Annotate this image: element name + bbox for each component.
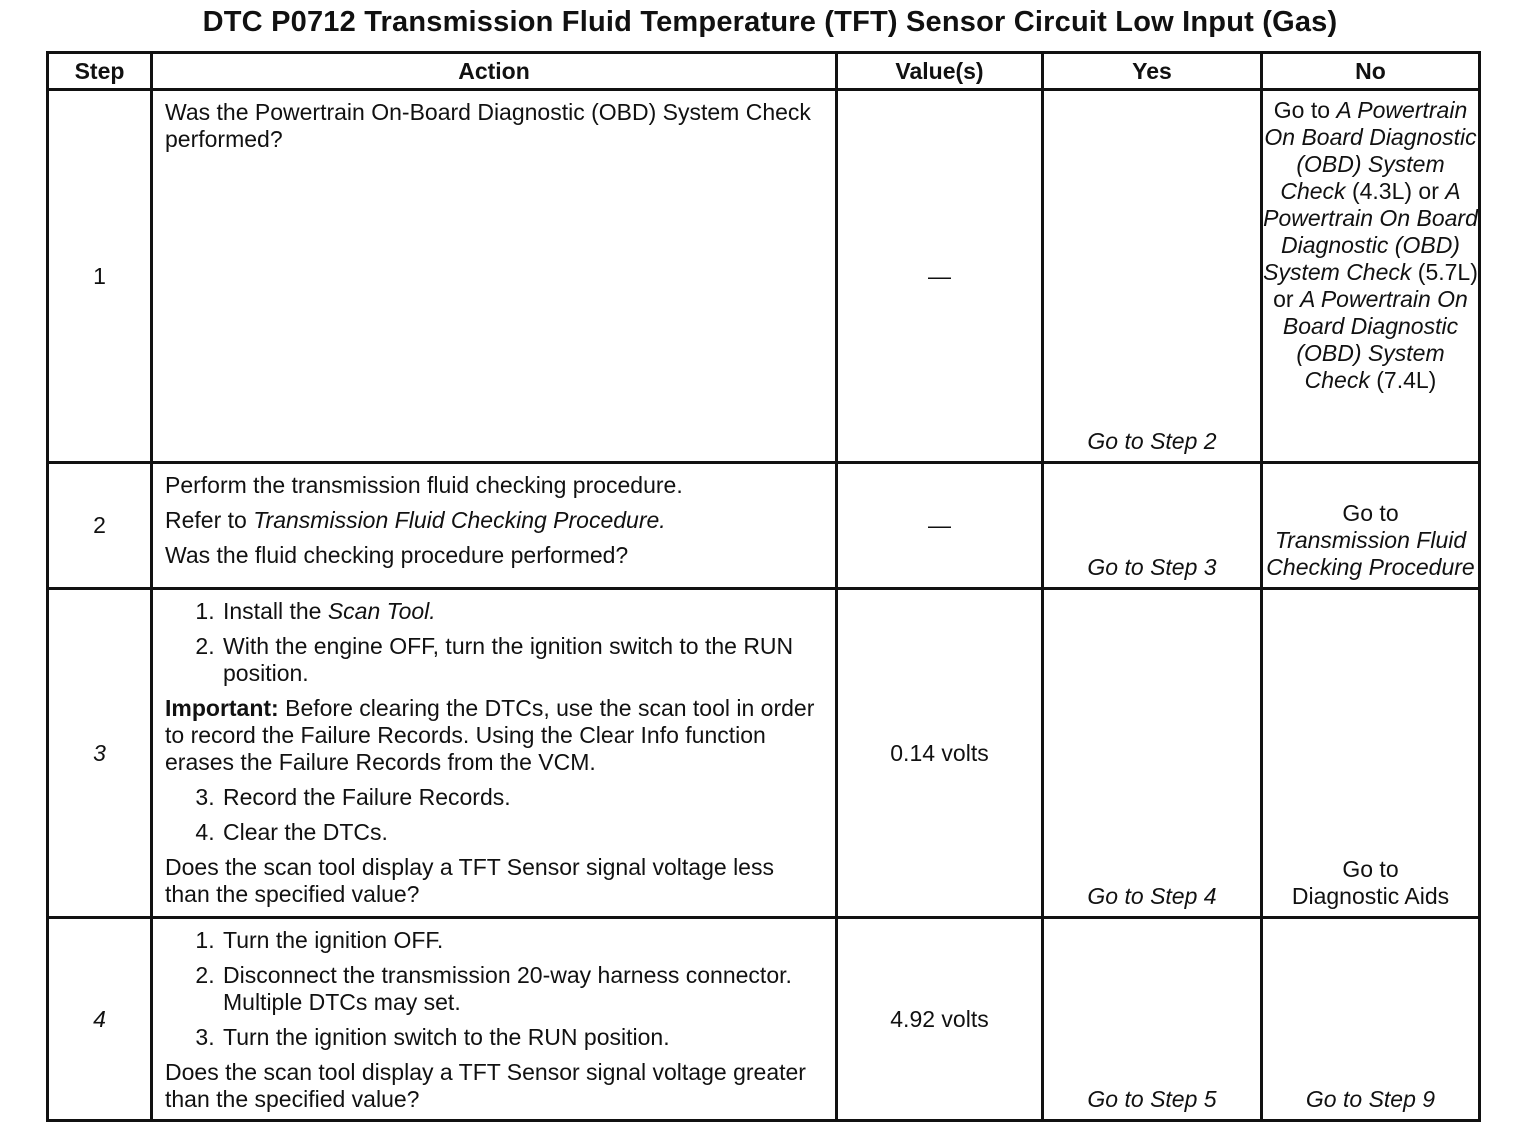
action-step: 2. Disconnect the transmission 20-way harness connector. Multiple DTCs may set. [221, 962, 825, 1016]
action-step: 3. Turn the ignition switch to the RUN position. [221, 1024, 825, 1051]
value-cell [837, 918, 1043, 1121]
yes-link[interactable]: Go to Step 3 [1087, 554, 1217, 580]
no-cell [1262, 90, 1480, 463]
no-cell [1262, 918, 1480, 1121]
no-link-obd-check-7-4l[interactable]: A Powertrain On Board Diagnostic (OBD) System Check [1282, 286, 1468, 393]
important-label: Important: [165, 695, 279, 721]
action-cell [152, 463, 837, 589]
yes-link[interactable]: Go to Step 2 [1087, 428, 1217, 454]
yes-link[interactable]: Go to Step 5 [1087, 1086, 1217, 1112]
yes-cell [1043, 918, 1262, 1121]
no-prefix: Go to [1342, 856, 1399, 882]
action-step: 2. With the engine OFF, turn the ignition switch to the RUN position. [221, 633, 825, 687]
header-step: Step [48, 53, 152, 90]
step-text: Install the [223, 598, 322, 624]
table-header-row [48, 53, 1480, 90]
header-action: Action [152, 53, 837, 90]
action-text: Was the Powertrain On-Board Diagnostic (OBD) System Check performed? [165, 99, 811, 152]
no-cell [1262, 463, 1480, 589]
action-steps [165, 927, 825, 1051]
value-text: 4.92 volts [890, 1005, 989, 1032]
action-cell [152, 918, 837, 1121]
no-link-obd-check-5-7l[interactable]: A Powertrain On Board Diagnostic (OBD) System Check [1263, 178, 1478, 285]
action-steps [165, 598, 825, 687]
action-question: Does the scan tool display a TFT Sensor signal voltage less than the specified value? [165, 854, 774, 907]
no-prefix: Go to [1342, 500, 1399, 526]
action-line [165, 507, 825, 534]
yes-link[interactable]: Go to Step 4 [1087, 883, 1217, 909]
action-step [221, 598, 825, 625]
value-text: 0.14 volts [890, 739, 989, 766]
no-suffix-5-7l: (5.7L) or [1273, 259, 1478, 312]
action-step: 1. Turn the ignition OFF. [221, 927, 825, 954]
action-cell [152, 589, 837, 918]
step-number: 3 [48, 589, 152, 918]
no-prefix: Go to [1273, 97, 1331, 123]
diagnostic-table [46, 51, 1481, 1122]
step-number: 4 [48, 918, 152, 1121]
header-no: No [1262, 53, 1480, 90]
no-link-obd-check-4-3l[interactable]: A Powertrain On Board Diagnostic (OBD) System Check [1264, 97, 1477, 204]
value-cell [837, 90, 1043, 463]
refer-prefix: Refer to [165, 507, 247, 533]
action-steps [165, 784, 825, 846]
yes-cell [1043, 589, 1262, 918]
table-row [48, 589, 1480, 918]
no-link-fluid-procedure[interactable]: Transmission Fluid Checking Procedure [1266, 527, 1475, 580]
action-step: 3. Record the Failure Records. [221, 784, 825, 811]
important-text: Before clearing the DTCs, use the scan tool in order to record the Failure Records. Using the Clear Info function erases the Failure Records from the VCM. [165, 695, 815, 775]
action-cell [152, 90, 837, 463]
yes-cell [1043, 463, 1262, 589]
header-values: Value(s) [837, 53, 1043, 90]
action-question: Was the fluid checking procedure performed? [165, 542, 629, 568]
value-text: — [928, 262, 951, 289]
yes-cell [1043, 90, 1262, 463]
step-number: 1 [48, 90, 152, 463]
action-step: 4. Clear the DTCs. [221, 819, 825, 846]
no-suffix-7-4l: (7.4L) [1376, 367, 1437, 393]
step-number: 2 [48, 463, 152, 589]
no-link-diagnostic-aids[interactable]: Diagnostic Aids [1291, 883, 1450, 909]
no-suffix-4-3l: (4.3L) or [1351, 178, 1439, 204]
document-title: DTC P0712 Transmission Fluid Temperature (TFT) Sensor Circuit Low Input (Gas) [202, 6, 1338, 38]
table-row [48, 918, 1480, 1121]
scan-tool-link[interactable]: Scan Tool. [327, 598, 436, 624]
procedure-link[interactable]: Transmission Fluid Checking Procedure. [253, 507, 666, 533]
important-note [165, 695, 825, 776]
action-question: Does the scan tool display a TFT Sensor signal voltage greater than the specified value? [165, 1059, 806, 1112]
value-cell [837, 463, 1043, 589]
table-row [48, 463, 1480, 589]
no-link[interactable]: Go to Step 9 [1305, 1086, 1436, 1112]
action-line: Perform the transmission fluid checking procedure. [165, 472, 683, 498]
no-cell [1262, 589, 1480, 918]
header-yes: Yes [1043, 53, 1262, 90]
value-cell [837, 589, 1043, 918]
table-row [48, 90, 1480, 463]
value-text: — [928, 512, 951, 538]
